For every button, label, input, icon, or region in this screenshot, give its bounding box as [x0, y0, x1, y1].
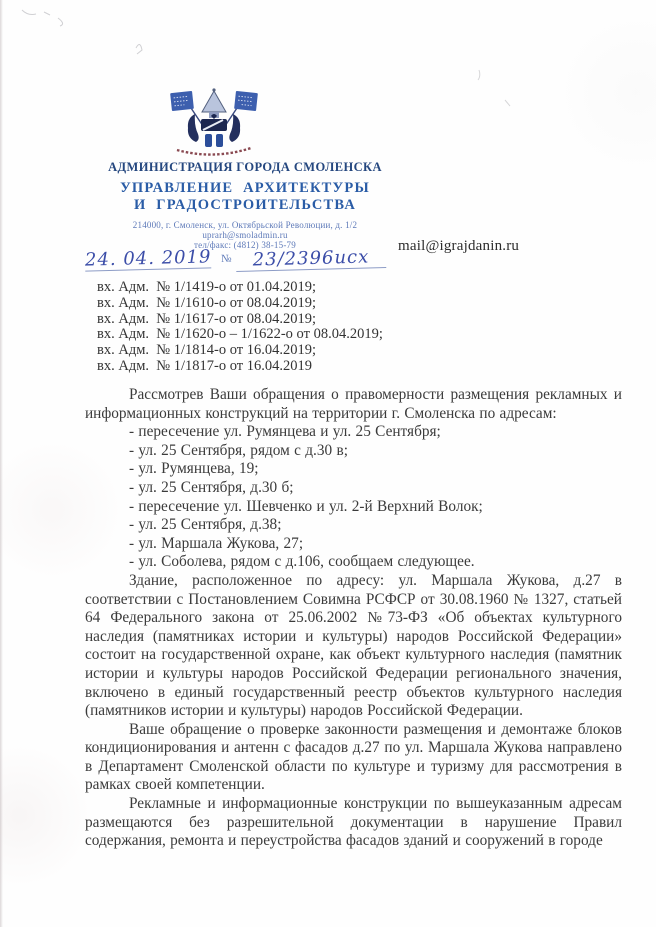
pencil-marks — [0, 0, 656, 130]
address-item: - ул. Румянцева, 19; — [129, 460, 259, 478]
paragraph-constructions: Рекламные и информационные конструкции по вышеуказанным адресам размещаются без разрешительной документации в нарушение Правил содержания, ремонта и переустройства фасадов зданий и сооружений в городе — [85, 795, 622, 850]
letterhead-address: 214000, г. Смоленск, ул. Октябрьской Революции, д. 1/2 — [132, 220, 358, 230]
incoming-item: вх. Адм. № 1/1610-о от 08.04.2019; — [97, 294, 316, 311]
letterhead-phone: тел/факс: (4812) 38-15-79 — [194, 239, 296, 250]
incoming-item: вх. Адм. № 1/1419-о от 01.04.2019; — [97, 279, 316, 295]
address-item: - ул. 25 Сентября, рядом с д.30 в; — [129, 441, 348, 459]
outgoing-number-handwritten: 23/2396исх — [235, 246, 386, 272]
department-name-line1: УПРАВЛЕНИЕ АРХИТЕКТУРЫ — [120, 180, 370, 196]
recipient-email: mail@igrajdanin.ru — [398, 238, 520, 254]
incoming-item: вх. Адм. № 1/1620-о – 1/1622-о от 08.04.2019; — [97, 326, 383, 343]
letter-body — [85, 386, 622, 851]
paragraph-appeal: Ваше обращение о проверке законности размещения и демонтаже блоков кондиционирования и антенн с фасадов д.27 по ул. Маршала Жукова направлено в Департамент Смоленской области по культуре и туризму для рассмотрения в рамках своей компетенции. — [85, 720, 622, 794]
incoming-item: вх. Адм. № 1/1617-о от 08.04.2019; — [97, 310, 316, 327]
outgoing-stamp-row — [85, 248, 415, 276]
address-item: - пересечение ул. Шевченко и ул. 2-й Верхний Волок; — [129, 497, 483, 515]
address-item: - пересечение ул. Румянцева и ул. 25 Сентября; — [129, 423, 441, 441]
department-name-line2: И ГРАДОСТРОИТЕЛЬСТВА — [133, 197, 357, 213]
paragraph-intro: Рассмотрев Ваши обращения о правомерности размещения рекламных и информационных конструкций на территории г. Смоленска по адресам: — [85, 386, 622, 422]
address-item: - ул. Маршала Жукова, 27; — [129, 534, 304, 552]
outgoing-date-handwritten: 24. 04. 2019 — [84, 246, 212, 271]
letterhead-email: uprarh@smoladmin.ru — [202, 230, 288, 240]
incoming-item: вх. Адм. № 1/1817-о от 16.04.2019 — [97, 357, 312, 374]
paragraph-building: Здание, расположенное по адресу: ул. Маршала Жукова, д.27 в соответствии с Постановлением Совимна РСФСР от 30.08.1960 № 1327, статьей 64 Федерального закона от 25.06.2002 №73-ФЗ «Об объектах культурного наследия (памятниках истории и культуры) народов Российской Федерации» состоит на государственной охране, как объект культурного наследия (памятник истории и культуры народов Российской Федерации регионального значения, включено в единый государственный реестр объектов культурного наследия (памятников истории и культуры) народов Российской Федерации. — [85, 571, 622, 720]
incoming-registrations-list — [97, 280, 427, 375]
number-sign: № — [221, 253, 232, 265]
address-list — [85, 423, 622, 572]
organization-name: АДМИНИСТРАЦИЯ ГОРОДА СМОЛЕНСКА — [108, 160, 382, 174]
address-item: - ул. 25 Сентября, д.38; — [129, 516, 282, 534]
incoming-item: вх. Адм. № 1/1814-о от 16.04.2019; — [97, 342, 316, 359]
address-item: - ул. 25 Сентября, д.30 б; — [129, 478, 294, 496]
address-item: - ул. Соболева, рядом с д.106, сообщаем следующее. — [129, 553, 475, 571]
smolensk-coat-of-arms-icon — [165, 86, 263, 162]
